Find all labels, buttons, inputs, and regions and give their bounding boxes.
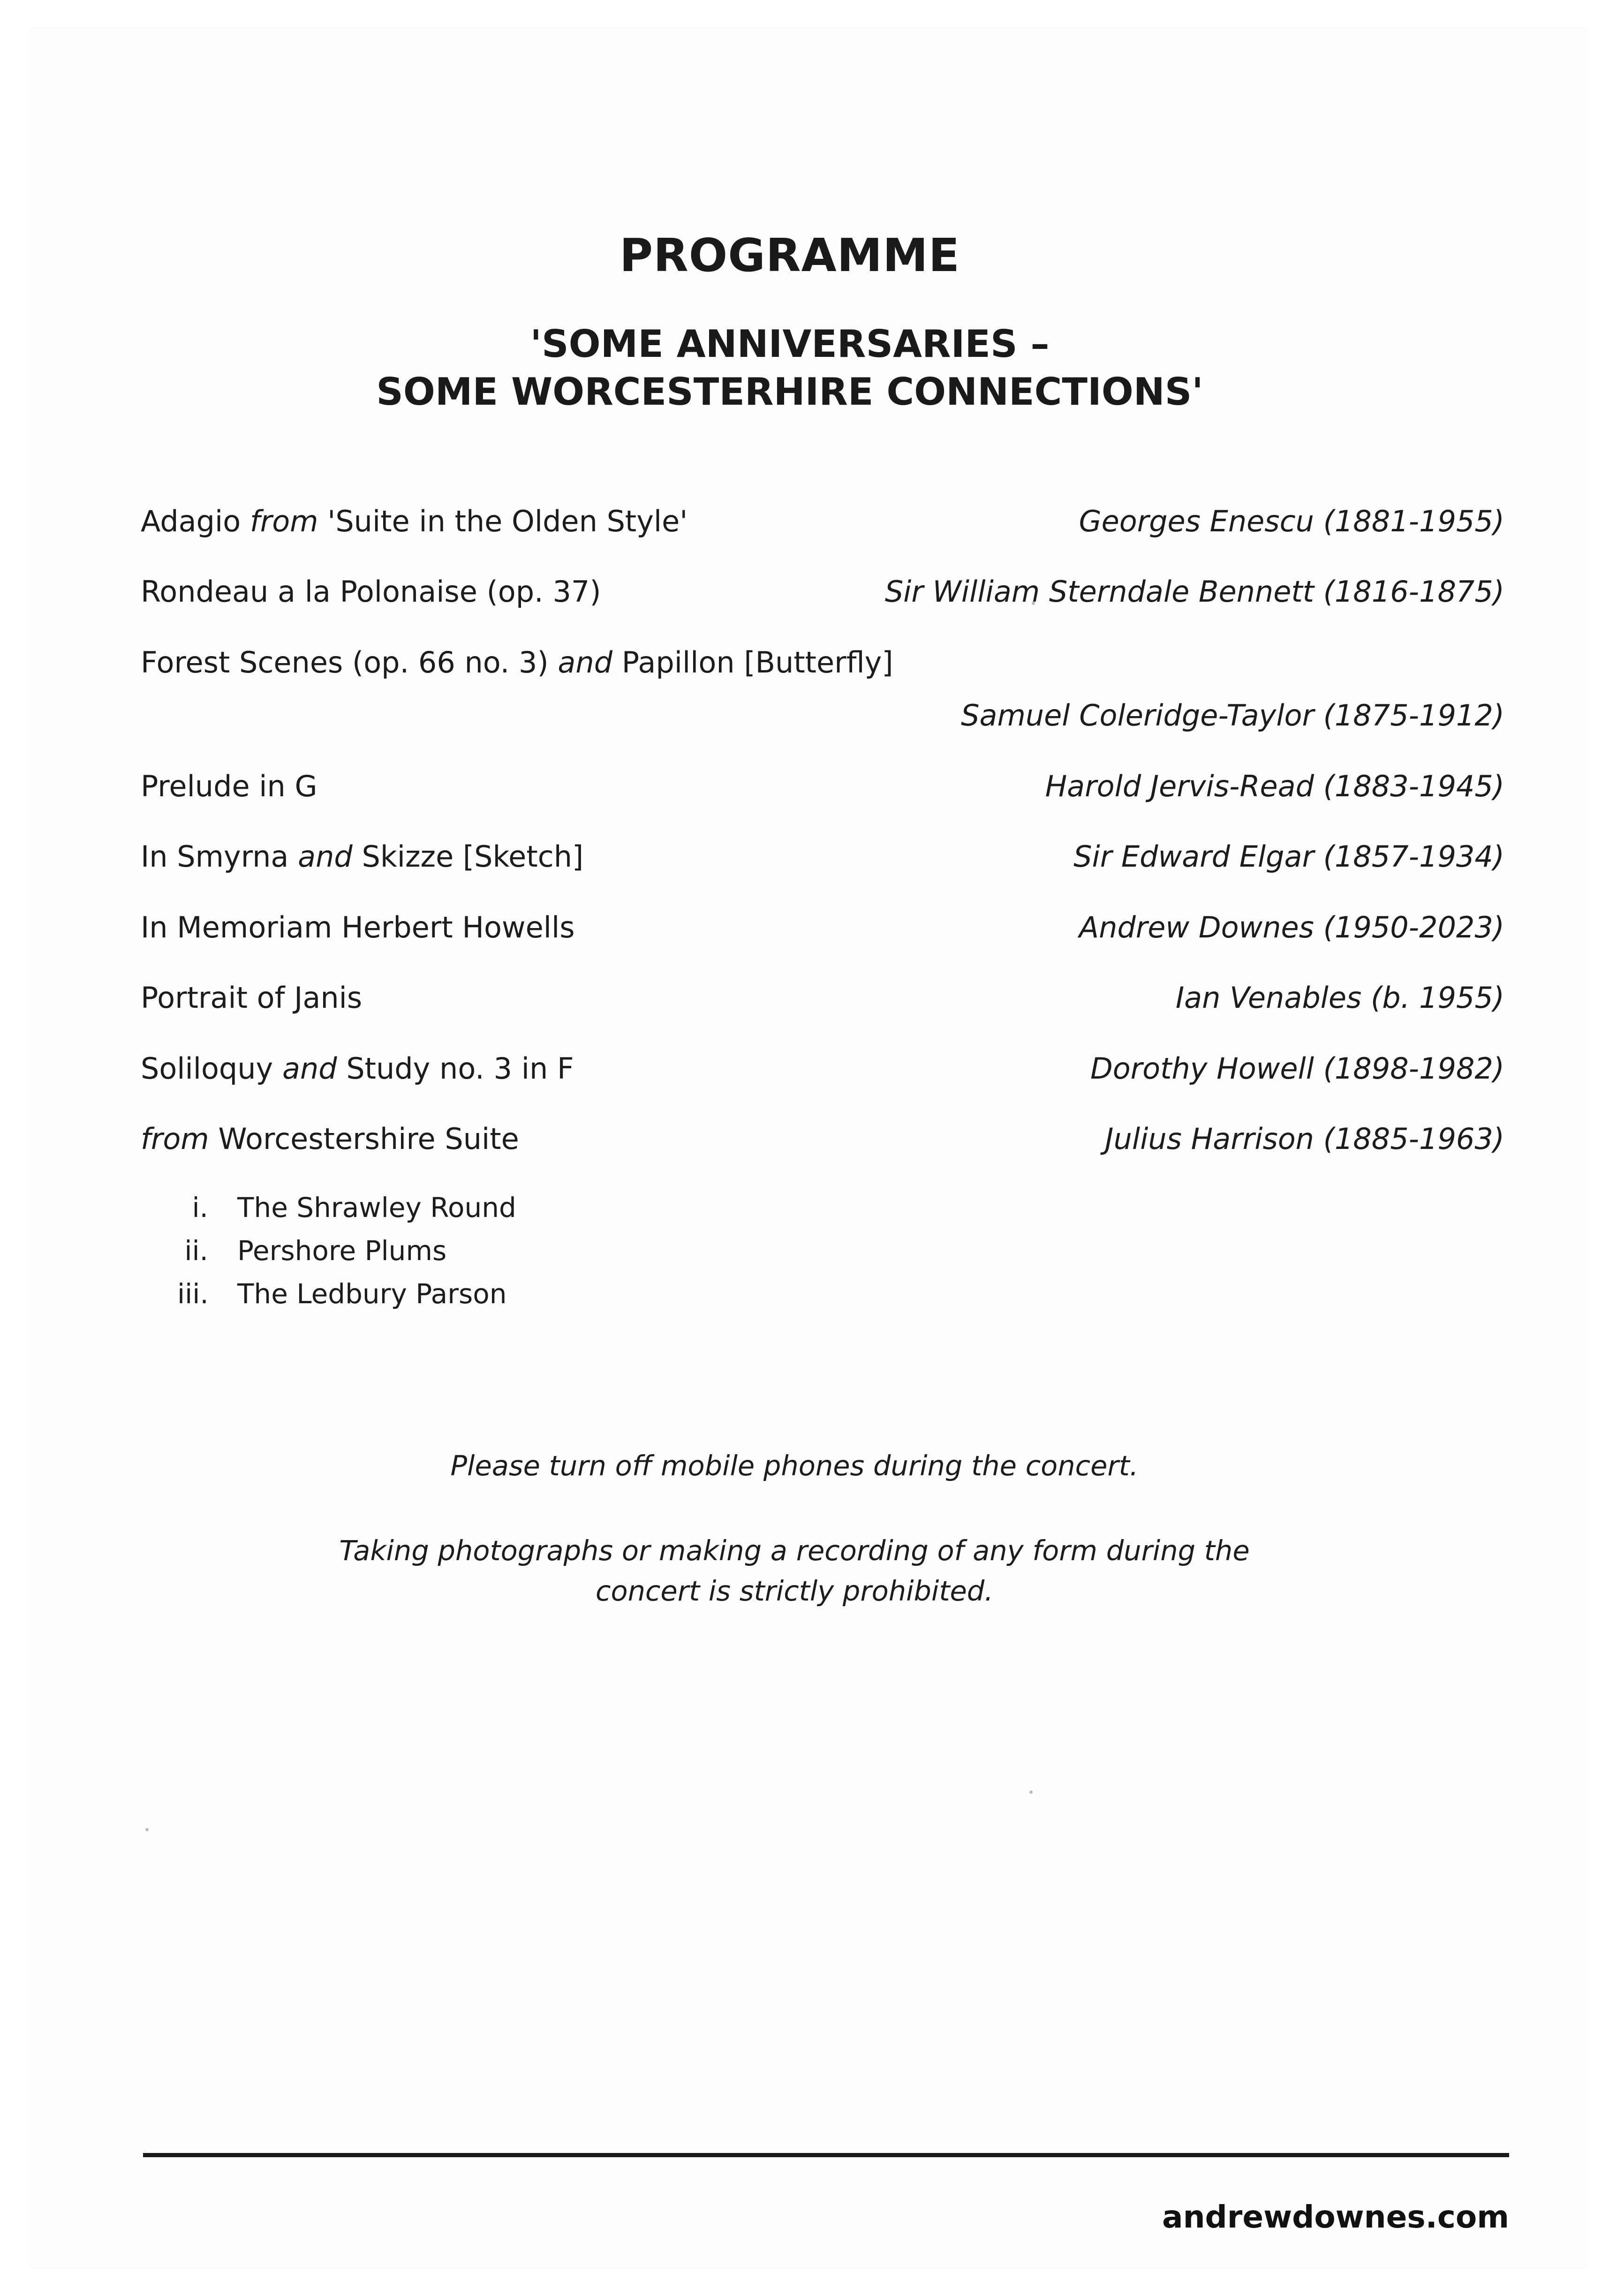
scan-speck [145,1828,149,1831]
movement-title: Pershore Plums [237,1234,447,1267]
work-text-tail: 'Suite in the Olden Style' [318,504,688,538]
composer-name: Sir Edward Elgar (1857-1934) [1073,839,1504,874]
work-text-tail: Worcestershire Suite [209,1122,519,1156]
work-text: Portrait of Janis [141,981,363,1015]
work-title [141,768,317,805]
work-text-tail: Papillon [Butterfly] [612,645,893,680]
notice-mobile-phones: Please turn off mobile phones during the concert. [450,1449,1139,1482]
programme-item [141,980,1504,1016]
work-text: Soliloquy [141,1051,282,1086]
composer-name: Andrew Downes (1950-2023) [1079,910,1504,944]
programme-item [141,503,1504,540]
work-title [141,503,688,540]
work-text-italic: and [298,839,353,874]
movement-number: iii. [177,1277,209,1310]
movement-title: The Ledbury Parson [237,1277,507,1310]
movement-item [177,1192,1504,1224]
work-text: Forest Scenes (op. 66 no. 3) [141,645,558,680]
notice-photography-line-2: concert is strictly prohibited. [596,1574,993,1607]
programme-content [141,229,1504,1611]
composer-name: Sir William Sterndale Bennett (1816-1875) [884,574,1504,609]
scan-speck [1029,1790,1033,1794]
work-text: In Memoriam Herbert Howells [141,910,575,944]
work-text: In Smyrna [141,839,298,874]
work-title [141,574,601,610]
composer-name: Dorothy Howell (1898-1982) [1090,1051,1504,1086]
composer-name: Samuel Coleridge-Taylor (1875-1912) [961,698,1504,733]
composer-name: Harold Jervis-Read (1883-1945) [1045,769,1504,803]
work-text-tail: Study no. 3 in F [337,1051,574,1086]
subtitle-line-2: SOME WORCESTERHIRE CONNECTIONS' [376,370,1203,414]
footer-divider [143,2153,1509,2157]
page-title: PROGRAMME [620,229,960,282]
work-text-italic: from [249,504,318,538]
work-title [141,980,362,1016]
movement-title: The Shrawley Round [237,1191,516,1224]
programme-item [141,1050,1504,1087]
audience-notices [141,1446,1504,1611]
work-title [141,838,583,875]
footer-website: andrewdownes.com [1162,2199,1509,2235]
programme-item [141,768,1504,805]
work-text: Adagio [141,504,250,538]
work-title [141,644,1504,681]
composer-name: Julius Harrison (1885-1963) [1105,1122,1504,1156]
subtitle-line-1: 'SOME ANNIVERSARIES – [530,322,1050,366]
notice-photography-line-1: Taking photographs or making a recording of any form during the [339,1534,1250,1567]
movement-number: ii. [184,1234,208,1267]
composer-name: Georges Enescu (1881-1955) [1079,504,1504,538]
paper-sheet [28,27,1589,2269]
work-text: Prelude in G [141,769,317,803]
work-text-italic: from [141,1122,209,1156]
work-text-italic: and [282,1051,337,1086]
programme-item [141,574,1504,610]
work-text-italic: and [558,645,613,680]
notice-photography [141,1531,1448,1611]
work-title [141,1050,574,1087]
programme-item [141,644,1504,734]
composer-name: Ian Venables (b. 1955) [1175,981,1504,1015]
work-text-tail: Skizze [Sketch] [352,839,584,874]
programme-item-list [141,503,1504,1310]
work-title [141,909,575,946]
programme-subtitle [141,320,1504,416]
programme-item [141,909,1504,946]
movement-item [177,1278,1504,1310]
movement-number: i. [192,1191,208,1224]
movement-list [177,1192,1504,1310]
movement-item [177,1235,1504,1267]
programme-item [141,838,1504,875]
programme-item [141,1121,1504,1157]
work-title [141,1121,519,1157]
work-text: Rondeau a la Polonaise (op. 37) [141,574,601,609]
